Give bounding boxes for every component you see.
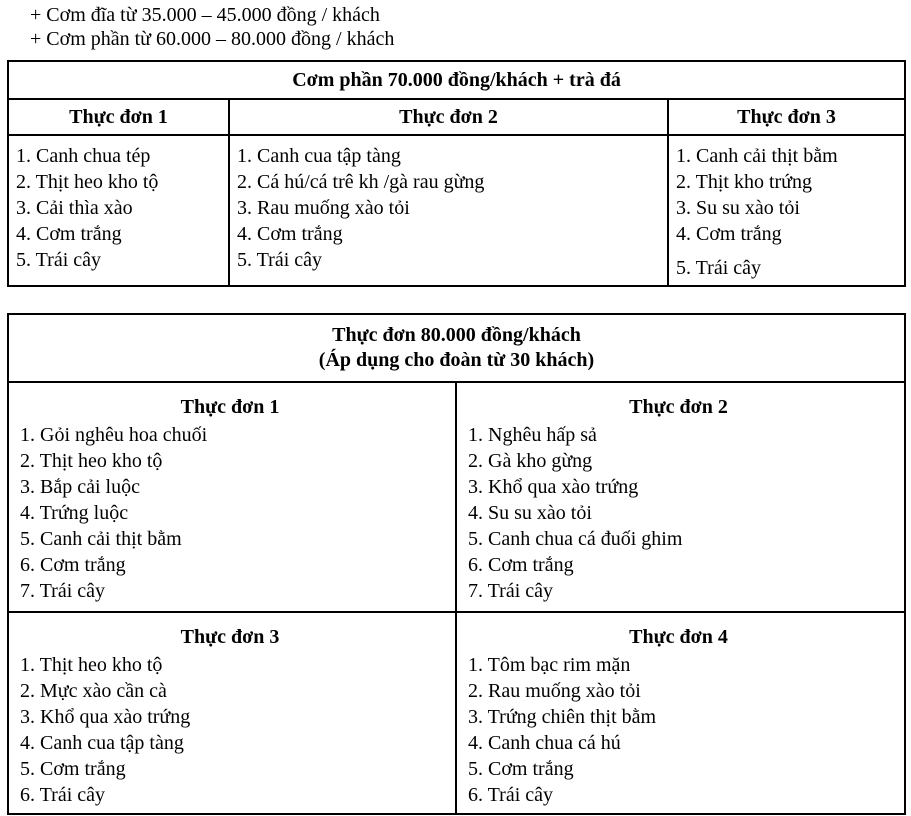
menu-item: 2. Cá hú/cá trê kh /gà rau gừng — [237, 171, 485, 193]
table2-header-menu-3: Thực đơn 3 — [180, 626, 280, 648]
menu-item: 5. Canh chua cá đuối ghim — [468, 528, 683, 550]
menu-item: 3. Cải thìa xào — [16, 197, 133, 219]
menu-item: 2. Mực xào cần cà — [20, 680, 167, 702]
table2-menu-2-cell — [456, 382, 905, 612]
menu-item: 3. Khổ qua xào trứng — [468, 476, 639, 498]
table2-menu-1-cell — [8, 382, 456, 612]
table2-menu-4-cell — [456, 612, 905, 814]
menu-item: 2. Rau muống xào tỏi — [468, 680, 641, 702]
menu-item: 5. Cơm trắng — [468, 758, 574, 780]
table-thuc-don-80k — [7, 313, 906, 815]
table2-header-menu-1: Thực đơn 1 — [180, 396, 280, 418]
menu-item: 4. Canh chua cá hú — [468, 732, 621, 754]
menu-item: 1. Nghêu hấp sả — [468, 424, 597, 446]
table1-menu-1-list — [9, 143, 224, 273]
menu-item: 3. Trứng chiên thịt bằm — [468, 706, 657, 728]
table1-menu-1-cell — [8, 135, 229, 286]
table2-menu-3-list — [9, 652, 451, 808]
menu-item: 2. Thịt heo kho tộ — [16, 171, 159, 193]
menu-item: 3. Su su xào tỏi — [676, 197, 800, 219]
menu-item: 3. Khổ qua xào trứng — [20, 706, 191, 728]
menu-item: 4. Cơm trắng — [16, 223, 122, 245]
menu-item: 6. Cơm trắng — [20, 554, 126, 576]
menu-item: 1. Gỏi nghêu hoa chuối — [20, 424, 208, 446]
table2-title — [8, 314, 905, 382]
menu-item: 2. Thịt heo kho tộ — [20, 450, 163, 472]
menu-item: 1. Canh cua tập tàng — [237, 145, 401, 167]
table-com-phan-70k — [7, 60, 906, 287]
menu-item: 6. Trái cây — [20, 784, 105, 806]
table2-title-line1: Thực đơn 80.000 đồng/khách — [332, 324, 581, 346]
table1-header-menu-2: Thực đơn 2 — [229, 99, 668, 135]
menu-item: 5. Trái cây — [676, 257, 761, 279]
menu-item: 6. Trái cây — [468, 784, 553, 806]
menu-item: 4. Su su xào tỏi — [468, 502, 592, 524]
menu-item: 5. Trái cây — [237, 249, 322, 271]
table2-header-menu-2: Thực đơn 2 — [629, 396, 728, 418]
price-line-com-dia: + Cơm đĩa từ 35.000 – 45.000 đồng / khách — [30, 4, 380, 26]
price-line-com-phan: + Cơm phần từ 60.000 – 80.000 đồng / khách — [30, 28, 395, 50]
menu-item: 5. Cơm trắng — [20, 758, 126, 780]
menu-item: 6. Cơm trắng — [468, 554, 574, 576]
menu-item: 3. Rau muống xào tỏi — [237, 197, 410, 219]
menu-item: 1. Canh cải thịt bằm — [676, 145, 838, 167]
price-intro — [0, 0, 911, 51]
menu-item: 1. Tôm bạc rim mặn — [468, 654, 631, 676]
table2-title-line2: (Áp dụng cho đoàn từ 30 khách) — [318, 349, 595, 371]
menu-item: 4. Canh cua tập tàng — [20, 732, 184, 754]
menu-item: 5. Trái cây — [16, 249, 101, 271]
table1-header-menu-1: Thực đơn 1 — [8, 99, 229, 135]
table1-title: Cơm phần 70.000 đồng/khách + trà đá — [8, 61, 905, 99]
menu-item: 1. Thịt heo kho tộ — [20, 654, 163, 676]
menu-item: 7. Trái cây — [20, 580, 105, 602]
table1-header-menu-3: Thực đơn 3 — [668, 99, 905, 135]
menu-item: 4. Cơm trắng — [676, 223, 782, 245]
menu-item: 5. Canh cải thịt bằm — [20, 528, 182, 550]
table2-menu-2-list — [457, 422, 900, 604]
table1-menu-2-list — [230, 143, 663, 273]
menu-item: 1. Canh chua tép — [16, 145, 151, 167]
table2-menu-4-list — [457, 652, 900, 808]
menu-item: 2. Thịt kho trứng — [676, 171, 813, 193]
table1-menu-3-cell — [668, 135, 905, 286]
menu-item: 2. Gà kho gừng — [468, 450, 593, 472]
menu-item: 7. Trái cây — [468, 580, 553, 602]
table2-menu-3-cell — [8, 612, 456, 814]
table1-menu-3-list — [669, 143, 900, 281]
table2-header-menu-4: Thực đơn 4 — [629, 626, 728, 648]
menu-item: 4. Trứng luộc — [20, 502, 129, 524]
menu-item: 3. Bắp cải luộc — [20, 476, 140, 498]
menu-item: 4. Cơm trắng — [237, 223, 343, 245]
table2-menu-1-list — [9, 422, 451, 604]
table1-menu-2-cell — [229, 135, 668, 286]
